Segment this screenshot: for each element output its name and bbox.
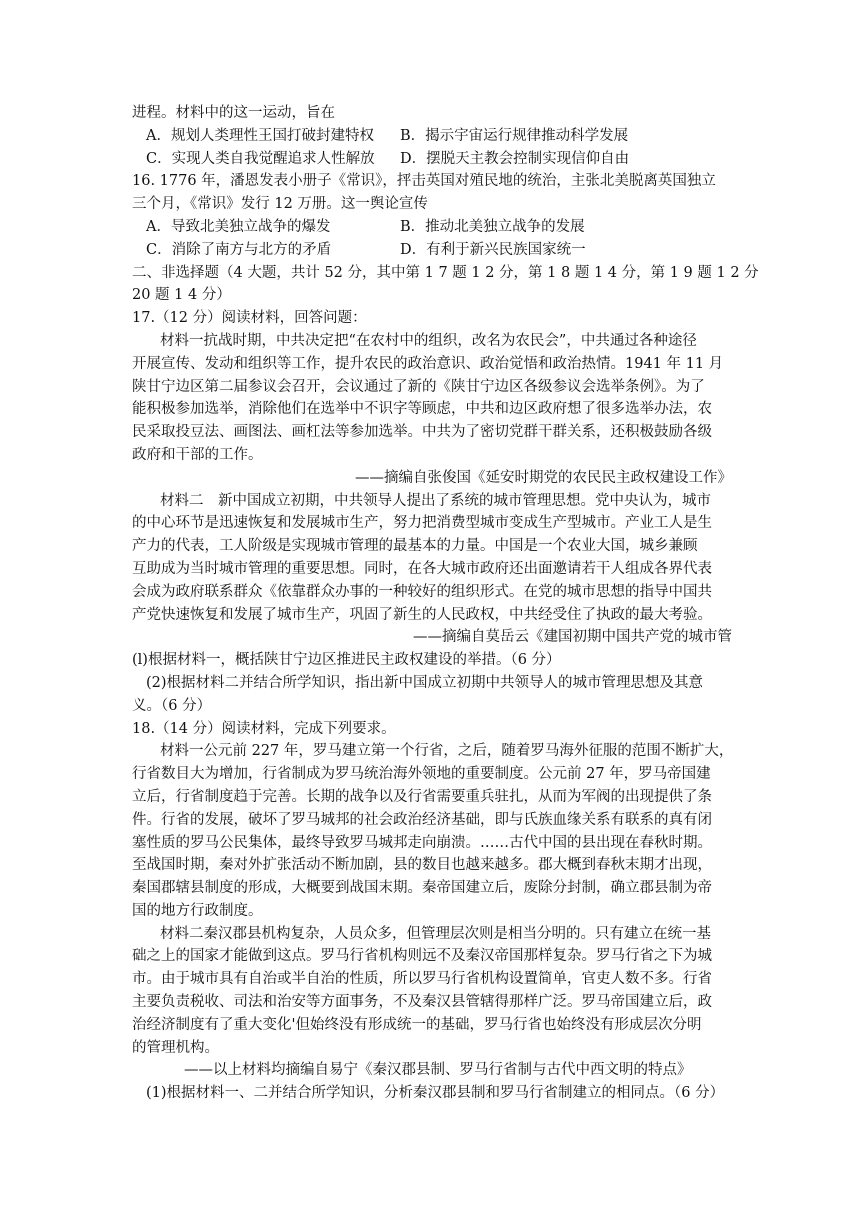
q16-option-c: C．消除了南方与北方的矛盾 xyxy=(146,241,332,258)
exam-page xyxy=(132,102,759,1105)
q18-material1-line: 至战国时期，秦对外扩张活动不断加剧，县的数目也越来越多。郡大概到春秋末期才出现， xyxy=(132,857,712,874)
q17-subquestion-1: (l)根据材料一，概括陕甘宁边区推进民主政权建设的举措。（6 分） xyxy=(132,652,561,669)
q16-option-d: D．有利于新兴民族国家统一 xyxy=(400,241,586,258)
q17-subquestion-2-line2: 义。（6 分） xyxy=(132,697,212,714)
q16-options-row2 xyxy=(132,239,732,262)
q18-material1-line: 秦国郡辖县制度的形成，大概要到战国末期。秦帝国建立后，废除分封制，确立郡县制为帝 xyxy=(132,880,712,897)
q18-header: 18.（14 分）阅读材料，完成下列要求。 xyxy=(132,720,396,737)
q18-material1-line: 立后，行省制度趋于完善。长期的战争以及行省需要重兵驻扎，从而为军阀的出现提供了条 xyxy=(132,788,712,805)
q18-material2-line: 市。由于城市具有自治或半自治的性质，所以罗马行省机构设置简单，官吏人数不多。行省 xyxy=(132,971,712,988)
q18-material1-line: 材料一公元前 227 年，罗马建立第一个行省，之后，随着罗马海外征服的范围不断扩大， xyxy=(160,743,734,760)
q18-material1-line: 国的地方行政制度。 xyxy=(132,902,263,919)
q18-material1-line: 塞性质的罗马公民集体，最终导致罗马城邦走向崩溃。……古代中国的县出现在春秋时期。 xyxy=(132,834,712,851)
section2-heading-line1: 二、非选择题（4 大题，共计 52 分，其中第 1 7 题 1 2 分，第 1 8 题 1 4 分，第 1 9 题 1 2 分 xyxy=(132,264,759,281)
q17-material1-line: 材料一抗战时期，中共决定把“在农村中的组织，改名为农民会”，中共通过各种途径 xyxy=(160,332,697,349)
q18-material1-line: 行省数目大为增加，行省制成为罗马统治海外领地的重要制度。公元前 27 年，罗马帝国建 xyxy=(132,766,711,783)
q17-material1-line: 陕甘宁边区第二届参议会召开，会议通过了新的《陕甘宁边区各级参议会选举条例》。为了 xyxy=(132,378,705,395)
q15-options-row2 xyxy=(132,148,732,171)
q18-material1-line: 件。行省的发展，破坏了罗马城邦的社会政治经济基础，即与氏族血缘关系有联系的真有闭 xyxy=(132,811,712,828)
q17-material1-line: 政府和干部的工作。 xyxy=(132,446,263,463)
section2-heading-line2: 20 题 1 4 分） xyxy=(132,287,231,304)
q17-material1-source: ——摘编自张俊国《延安时期党的农民民主政权建设工作》 xyxy=(355,469,732,486)
q16-stem-line2: 三个月，《常识》发行 12 万册。这一舆论宣传 xyxy=(132,196,428,213)
q15-stem-tail: 进程。材料中的这一运动，旨在 xyxy=(132,105,335,121)
q17-material1-line: 开展宣传、发动和组织等工作，提升农民的政治意识、政治觉悟和政治热情。1941 年 11 月 xyxy=(132,355,724,372)
q15-option-b: B．揭示宇宙运行规律推动科学发展 xyxy=(400,127,629,144)
q17-material1-line: 民采取投豆法、画图法、画杠法等参加选举。中共为了密切党群干群关系，还积极鼓励各级 xyxy=(132,424,712,441)
q15-option-a: A．规划人类理性王国打破封建特权 xyxy=(146,127,374,144)
q16-option-a: A．导致北美独立战争的爆发 xyxy=(146,218,331,235)
q17-material2-source: ——摘编自莫岳云《建国初期中国共产党的城市管 xyxy=(413,629,732,646)
q18-material2-line: 主要负责税收、司法和治安等方面事务，不及秦汉县管辖得那样广泛。罗马帝国建立后，政 xyxy=(132,994,712,1011)
q15-options-row1 xyxy=(132,125,732,148)
q17-material2-line: 的中心环节是迅速恢复和发展城市生产，努力把消费型城市变成生产型城市。产业工人是生 xyxy=(132,515,712,532)
q17-material2-line: 互助成为当时城市管理的重要思想。同时，在各大城市政府还出面邀请若干人组成各界代表 xyxy=(132,560,712,577)
q16-options-row1 xyxy=(132,216,732,239)
q15-option-c: C．实现人类自我觉醒追求人性解放 xyxy=(146,150,375,167)
q18-source: ——以上材料均摘编自易宁《秦汉郡县制、罗马行省制与古代中西文明的特点》 xyxy=(184,1062,692,1079)
q16-option-b: B．推动北美独立战争的发展 xyxy=(400,218,585,235)
q18-material2-line: 治经济制度有了重大变化'但始终没有形成统一的基础，罗马行省也始终没有形成层次分明 xyxy=(132,1016,702,1033)
q17-material2-line: 产党快速恢复和发展了城市生产，巩固了新生的人民政权，中共经受住了执政的最大考验。 xyxy=(132,606,712,623)
q16-stem-line1: 16. 1776 年，潘恩发表小册子《常识》，抨击英国对殖民地的统治，主张北美脱离英国独立 xyxy=(132,173,716,190)
q18-subquestion-1: (1)根据材料一、二并结合所学知识，分析秦汉郡县制和罗马行省制建立的相同点。（6 分） xyxy=(146,1085,725,1102)
q17-material1-line: 能积极参加选举，消除他们在选举中不识字等顾虑，中共和边区政府想了很多选举办法，农 xyxy=(132,401,712,418)
q18-material2-line: 的管理机构。 xyxy=(132,1039,219,1056)
q18-material2-line: 础之上的国家才能做到这点。罗马行省机构则远不及秦汉帝国那样复杂。罗马行省之下为城 xyxy=(132,948,712,965)
q17-header: 17.（12 分）阅读材料，回答问题： xyxy=(132,310,367,327)
q18-material2-line: 材料二秦汉郡县机构复杂，人员众多，但管理层次则是相当分明的。只有建立在统一基 xyxy=(160,925,711,942)
q17-material2-line: 会成为政府联系群众《依靠群众办事的一种较好的组织形式。在党的城市思想的指导中国共 xyxy=(132,583,712,600)
q17-material2-line: 产力的代表，工人阶级是实现城市管理的最基本的力量。中国是一个农业大国，城乡兼顾 xyxy=(132,538,698,555)
q15-option-d: D．摆脱天主教会控制实现信仰自由 xyxy=(400,150,630,167)
q17-subquestion-2-line1: (2)根据材料二并结合所学知识，指出新中国成立初期中共领导人的城市管理思想及其意 xyxy=(146,674,704,691)
q17-material2-line: 材料二 新中国成立初期，中共领导人提出了系统的城市管理思想。党中央认为，城市 xyxy=(160,492,711,509)
